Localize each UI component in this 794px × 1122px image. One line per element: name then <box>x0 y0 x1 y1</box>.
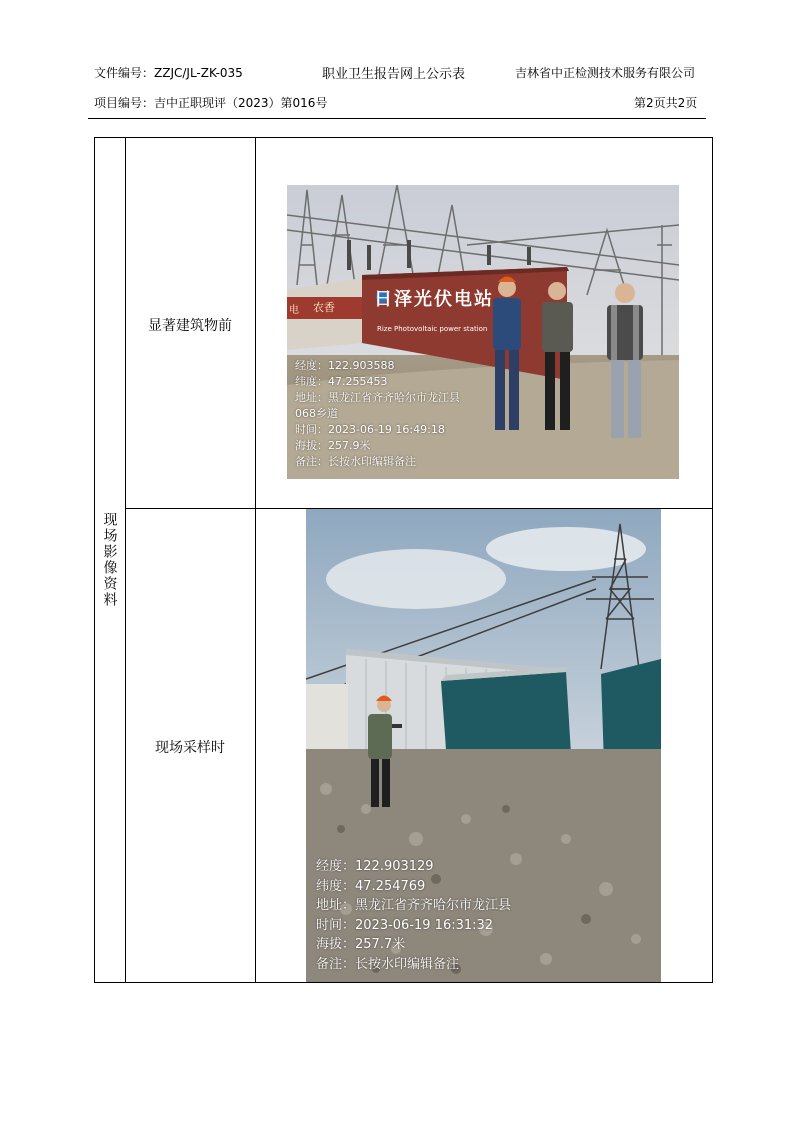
station-sign-cn: 日泽光伏电站 <box>374 289 494 310</box>
row-label-landmark: 显著建筑物前 <box>148 318 232 334</box>
wall-text-2: 农香 <box>313 301 335 314</box>
wall-text-1: 电 <box>289 305 299 316</box>
page-number: 第2页共2页 <box>634 96 698 110</box>
sampling-photo <box>306 509 661 982</box>
photo-watermark-1: 经度：122.903588 纬度：47.255453 地址：黑龙江省齐齐哈尔市龙江县 068乡道 时间：2023-06-19 16:49:18 海拔：257.9米 备注：长按水印编辑备注 <box>295 359 460 468</box>
header-divider <box>88 118 706 119</box>
company-name: 吉林省中正检测技术服务有限公司 <box>515 66 696 80</box>
section-label: 现场影像资料 <box>101 511 118 608</box>
photo-watermark-2: 经度：122.903129 纬度：47.254769 地址：黑龙江省齐齐哈尔市龙江县 时间：2023-06-19 16:31:32 海拔：257.7米 备注：长按水印编辑备注 <box>316 859 512 972</box>
station-sign-en: Rize Photovoltaic power station <box>377 325 488 333</box>
page-title: 职业卫生报告网上公示表 <box>322 67 466 82</box>
file-number: 文件编号：ZZJC/JL-ZK-035 <box>94 66 243 80</box>
project-number: 项目编号：吉中正职现评（2023）第016号 <box>94 96 328 110</box>
row-label-sampling: 现场采样时 <box>155 740 225 756</box>
landmark-photo <box>287 185 679 479</box>
